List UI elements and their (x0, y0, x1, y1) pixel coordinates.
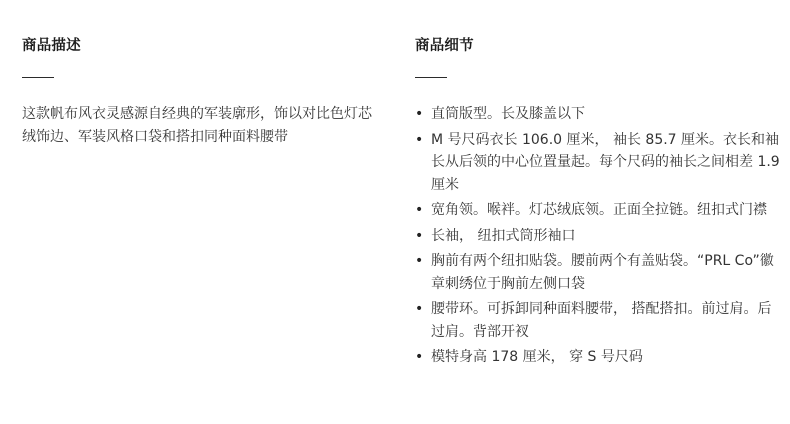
details-item-text: 胸前有两个纽扣贴袋。腰前两个有盖贴袋。“PRL Co”徽章刺绣位于胸前左侧口袋 (431, 253, 774, 292)
details-list-item (415, 129, 780, 197)
description-heading: 商品描述 (22, 38, 81, 54)
bullet-icon: • (415, 349, 424, 365)
details-item-text: 宽角领。喉袢。灯芯绒底领。正面全拉链。纽扣式门襟 (431, 202, 767, 218)
bullet-icon: • (415, 202, 424, 218)
bullet-icon: • (415, 131, 424, 148)
details-item-text: 长袖， 纽扣式筒形袖口 (431, 227, 576, 244)
details-heading: 商品细节 (415, 38, 474, 54)
bullet-icon: • (415, 106, 424, 122)
product-description-section (22, 36, 372, 162)
details-divider (415, 77, 447, 78)
details-item-text: M 号尺码衣长 106.0 厘米， 袖长 85.7 厘米。衣长和袖长从后领的中心位置量起。每个尺码的袖长之间相差 1.9 厘米 (431, 131, 780, 193)
details-list-item (415, 298, 780, 343)
bullet-icon: • (415, 227, 424, 244)
details-list-item (415, 199, 780, 222)
details-item-text: 模特身高 178 厘米， 穿 S 号尺码 (431, 349, 643, 365)
details-item-text: 腰带环。可拆卸同种面料腰带， 搭配搭扣。前过肩。后过肩。背部开衩 (431, 301, 772, 340)
bullet-icon: • (415, 301, 424, 317)
details-list-item (415, 250, 780, 295)
description-text: 这款帆布风衣灵感源自经典的军装廓形，饰以对比色灯芯绒饰边、军装风格口袋和搭扣同种面料腰带 (22, 106, 372, 145)
details-list-item (415, 225, 780, 248)
details-list (415, 103, 780, 369)
details-item-text: 直筒版型。长及膝盖以下 (431, 106, 585, 122)
description-divider (22, 77, 54, 78)
product-details-section (415, 36, 780, 372)
bullet-icon: • (415, 253, 424, 269)
details-list-item (415, 103, 780, 126)
details-list-item (415, 346, 780, 369)
